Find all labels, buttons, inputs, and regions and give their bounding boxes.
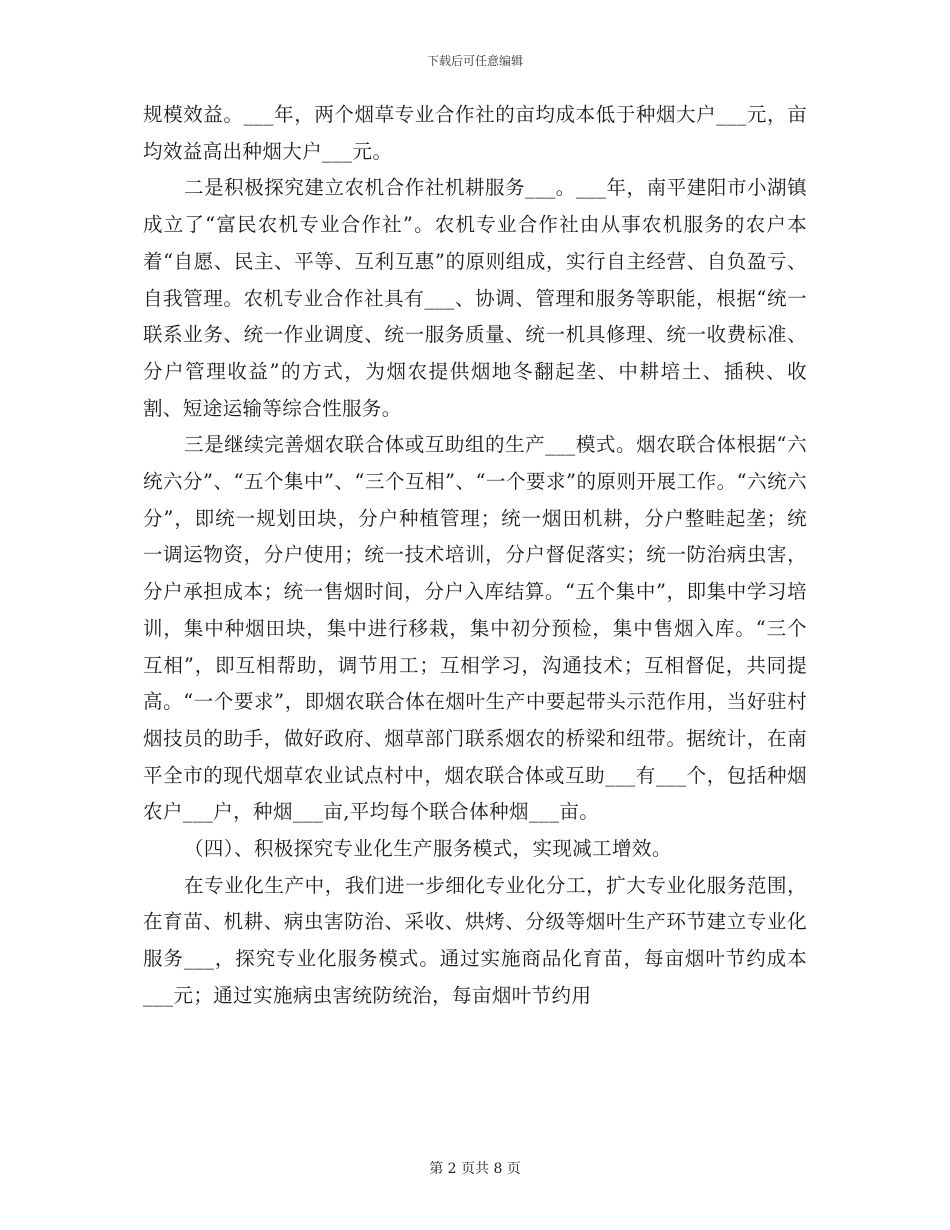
page-footer: 第 2 页共 8 页 — [429, 1161, 521, 1177]
paragraph-1: 规模效益。___年，两个烟草专业合作社的亩均成本低于种烟大户___元，亩均效益高出种烟大户___元。 — [143, 103, 807, 163]
section-heading-4: （四）、积极探究专业化生产服务模式，实现减工增效。 — [184, 837, 672, 861]
paragraph-3: 三是继续完善烟农联合体或互助组的生产___模式。烟农联合体根据“六统六分”、“五个集中”、“三个互相”、“一个要求”的原则开展工作。“六统六分”，即统一规划田块，分户种植管理；统一烟田机耕，分户整畦起垄；统一调运物资，分户使用；统一技术培训，分户督促落实；统一防治病虫害，分户承担成本；统一售烟时间，分户入库结算。“五个集中”，即集中学习培训，集中种烟田块，集中进行移栽，集中初分预检，集中售烟入库。“三个互相”，即互相帮助，调节用工；互相学习，沟通技术；互相督促，共同提高。“一个要求”，即烟农联合体在烟叶生产中要起带头示范作用，当好驻村烟技员的助手，做好政府、烟草部门联系烟农的桥梁和纽带。据统计，在南平全市的现代烟草农业试点村中，烟农联合体或互助___有___个，包括种烟农户___户，种烟___亩,平均每个联合体种烟___亩。 — [143, 433, 807, 824]
paragraph-5: 在专业化生产中，我们进一步细化专业化分工，扩大专业化服务范围，在育苗、机耕、病虫害防治、采收、烘烤、分级等烟叶生产环节建立专业化服务___，探究专业化服务模式。通过实施商品化育苗，每亩烟叶节约成本___元；通过实施病虫害统防统治，每亩烟叶节约用 — [143, 873, 807, 1007]
page-header: 下载后可任意编辑 — [426, 54, 523, 68]
paragraph-2: 二是积极探究建立农机合作社机耕服务___。___年，南平建阳市小湖镇成立了“富民农机专业合作社”。农机专业合作社由从事农机服务的农户本着“自愿、民主、平等、互利互惠”的原则组成，实行自主经营、自负盈亏、自我管理。农机专业合作社具有___、协调、管理和服务等职能，根据“统一联系业务、统一作业调度、统一服务质量、统一机具修理、统一收费标准、分户管理收益”的方式，为烟农提供烟地冬翻起垄、中耕培土、插秧、收割、短途运输等综合性服务。 — [143, 176, 807, 420]
document-body — [143, 97, 807, 1015]
